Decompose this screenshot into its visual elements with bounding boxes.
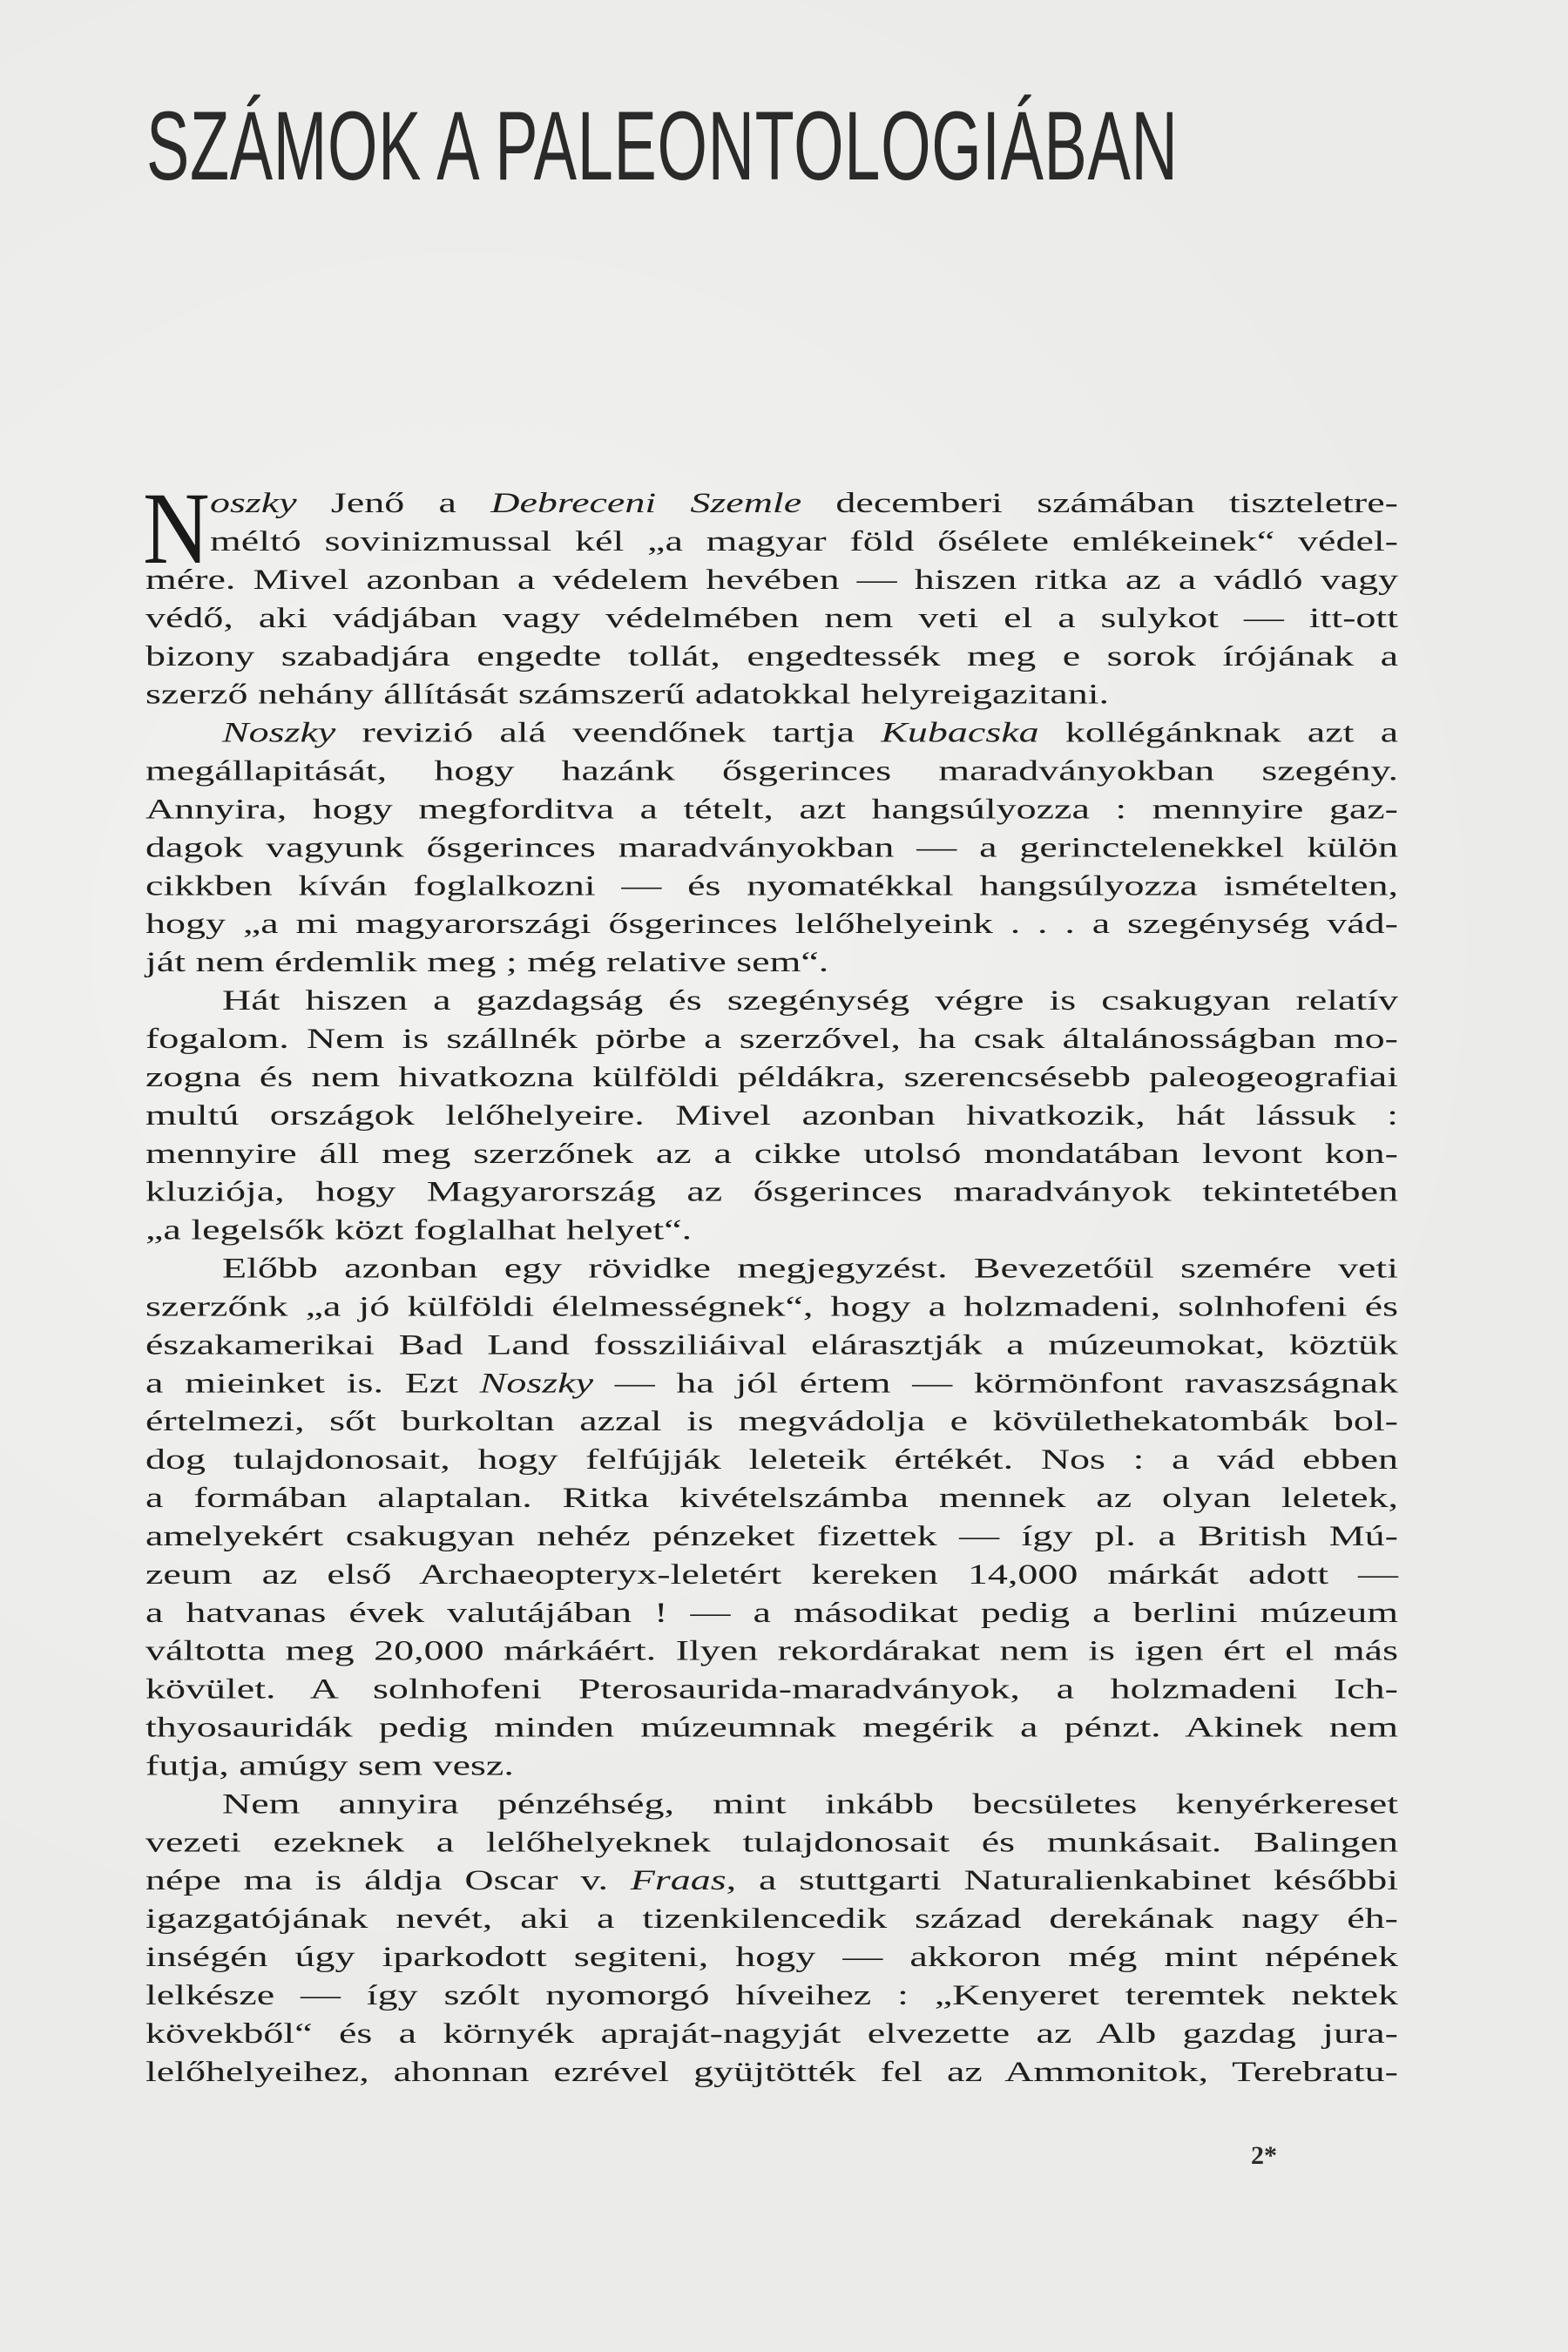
paragraph [145, 1248, 1398, 1784]
text-line: Hát hiszen a gazdagság és szegénység végre is csakugyan relatív [222, 983, 1398, 1017]
paragraph [145, 713, 1398, 981]
drop-cap: N [143, 471, 210, 585]
text-line [145, 1363, 1398, 1402]
text-line: szerző nehány állítását számszerű adatokkal helyreigazitani. [145, 678, 1110, 710]
paragraph [145, 981, 1398, 1248]
text-line: igazgatójának nevét, aki a tizenkilencedik század derekának nagy éh- [145, 1902, 1398, 1935]
text-line: lelőhelyeihez, ahonnan ezrével gyüjtötték fel az Ammonitok, Terebratu- [145, 2055, 1398, 2088]
text-line: a formában alaptalan. Ritka kivételszámba mennek az olyan leletek, [145, 1481, 1398, 1514]
text-line: északamerikai Bad Land fossziliáival elárasztják a múzeumokat, köztük [145, 1328, 1398, 1361]
paragraph [145, 1784, 1398, 2090]
text-segment: — ha jól értem — körmönfont ravaszságnak [593, 1366, 1399, 1399]
text-line: dog tulajdonosait, hogy felfújják leleteik értékét. Nos : a vád ebben [145, 1443, 1398, 1476]
text-line: értelmezi, sőt burkoltan azzal is megvádolja e kövülethekatombák bol- [145, 1404, 1398, 1437]
italic-name: Fraas [630, 1863, 727, 1896]
text-line: védő, aki vádjában vagy védelmében nem veti el a sulykot — itt-ott [145, 601, 1398, 634]
text-segment: , a stuttgarti Naturalienkabinet későbbi [726, 1863, 1398, 1896]
text-line [145, 483, 1398, 522]
text-line: zogna és nem hivatkozna külföldi példákra, szerencsésebb paleogeografiai [145, 1060, 1398, 1093]
text-segment: kollégánknak azt a [1038, 716, 1398, 748]
italic-name: Noszky [479, 1366, 593, 1399]
text-line: vezeti ezeknek a lelőhelyeknek tulajdonosait és munkásait. Balingen [145, 1825, 1398, 1858]
italic-name: oszky [210, 486, 297, 519]
text-line: Annyira, hogy megforditva a tételt, azt hangsúlyozza : mennyire gaz- [145, 792, 1398, 825]
text-line [145, 1861, 1398, 1899]
italic-name: Noszky [222, 716, 336, 748]
text-line: megállapitását, hogy hazánk ősgerinces maradványokban szegény. [145, 754, 1398, 787]
text-line: cikkben kíván foglalkozni — és nyomatékkal hangsúlyozza ismételten, [145, 868, 1398, 902]
text-line: kövület. A solnhofeni Pterosaurida-maradványok, a holzmadeni Ich- [145, 1673, 1398, 1705]
text-line: a hatvanas évek valutájában ! — a másodikat pedig a berlini múzeum [145, 1596, 1398, 1628]
text-segment: decemberi számában tiszteletre- [801, 486, 1398, 519]
text-segment: revizió alá veendőnek tartja [335, 716, 882, 748]
text-line: inségén úgy iparkodott segiteni, hogy — akkoron még mint népének [145, 1940, 1398, 1973]
text-line: lelkésze — így szólt nyomorgó híveihez : „Kenyeret teremtek nektek [145, 1978, 1398, 2011]
text-line: dagok vagyunk ősgerinces maradványokban — a gerinctelenekkel külön [145, 830, 1398, 863]
text-line [145, 713, 1398, 752]
text-line: multú országok lelőhelyeire. Mivel azonban hivatkozik, hát lássuk : [145, 1098, 1398, 1132]
text-line: fogalom. Nem is szállnék pörbe a szerzővel, ha csak általánosságban mo- [145, 1022, 1398, 1055]
text-line: amelyekért csakugyan nehéz pénzeket fizettek — így pl. a British Mú- [145, 1519, 1398, 1552]
text-segment: Jenő a [296, 486, 491, 519]
text-segment: népe ma is áldja Oscar v. [145, 1863, 631, 1896]
text-line: mére. Mivel azonban a védelem hevében — hiszen ritka az a vádló vagy [145, 563, 1398, 596]
text-line: „a legelsők közt foglalhat helyet“. [145, 1213, 693, 1246]
text-line: kövekből“ és a környék apraját-nagyját elvezette az Alb gazdag jura- [145, 2017, 1398, 2050]
text-line: futja, amúgy sem vesz. [145, 1748, 514, 1781]
article-title: SZÁMOK A PALEONTOLOGIÁBAN [146, 91, 1179, 200]
text-line: Előbb azonban egy rövidke megjegyzést. Bevezetőül szemére veti [222, 1252, 1398, 1284]
text-line: ját nem érdemlik meg ; még relative sem“. [145, 945, 829, 978]
text-line: kluziója, hogy Magyarország az ősgerinces maradványok tekintetében [145, 1175, 1398, 1207]
text-line: thyosauridák pedig minden múzeumnak megérik a pénzt. Akinek nem [145, 1711, 1398, 1743]
text-line: hogy „a mi magyarországi ősgerinces lelőhelyeink . . . a szegénység vád- [145, 907, 1398, 940]
text-segment: a mieinket is. Ezt [145, 1366, 480, 1399]
text-line: Nem annyira pénzéhség, mint inkább becsületes kenyérkereset [222, 1787, 1398, 1820]
page-number: 2* [1251, 2141, 1277, 2170]
text-line: bizony szabadjára engedte tollát, engedtessék meg e sorok írójának a [145, 639, 1398, 672]
italic-name: Debreceni Szemle [490, 486, 802, 519]
text-line: váltotta meg 20,000 márkáért. Ilyen rekordárakat nem is igen ért el más [145, 1634, 1398, 1666]
paragraph [145, 483, 1398, 713]
italic-name: Kubacska [881, 716, 1039, 748]
article-body [145, 483, 1398, 2091]
text-line: méltó sovinizmussal kél „a magyar föld ősélete emlékeinek“ védel- [210, 524, 1398, 558]
text-line: mennyire áll meg szerzőnek az a cikke utolsó mondatában levont kon- [145, 1137, 1398, 1169]
text-line: szerzőnk „a jó külföldi élelmességnek“, hogy a holzmadeni, solnhofeni és [145, 1289, 1398, 1322]
text-line: zeum az első Archaeopteryx-leletért kereken 14,000 márkát adott — [145, 1558, 1398, 1591]
